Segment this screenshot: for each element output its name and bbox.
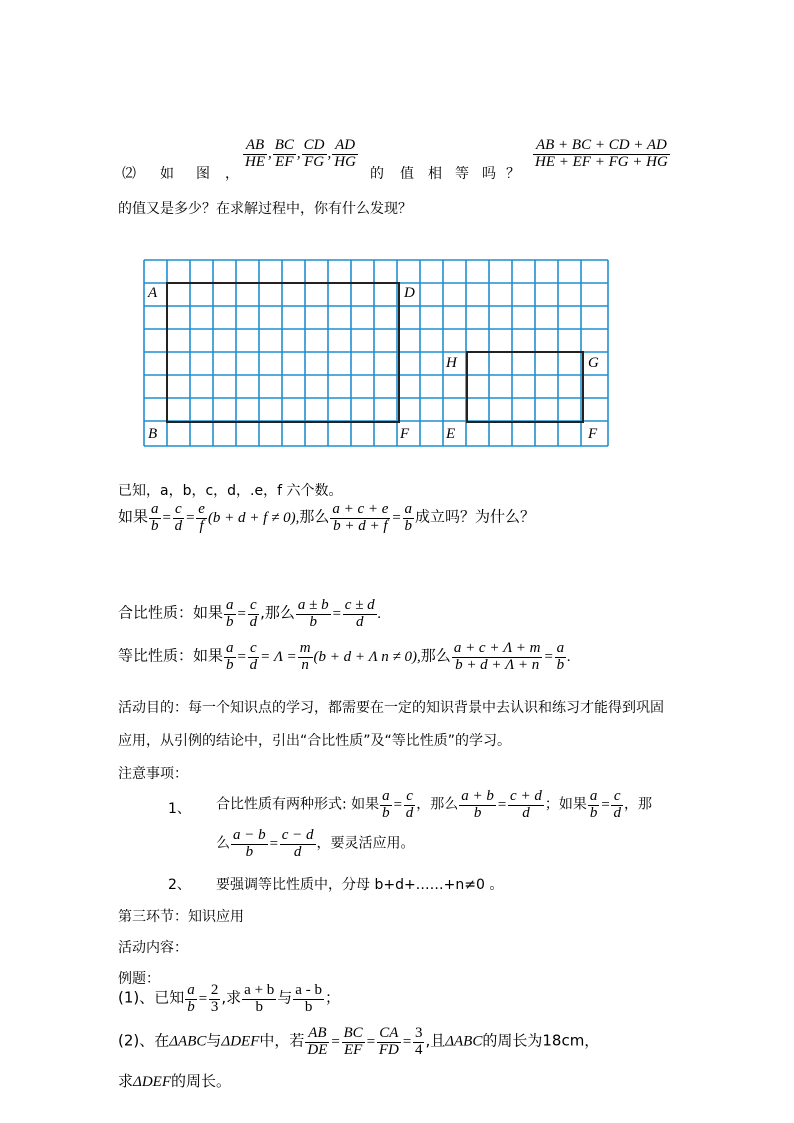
if-question: 如果 $\frac{a}{b}$ = $\frac{c}{d}$ = $\frac{e}{f}$ (b + d + f ≠ 0),那么 $\frac{a + c + e}{b + d + f}$ = $\frac{a}{b}$ 成立吗？为什么？ xyxy=(118,501,536,534)
q2-line2: 的值又是多少？在求解过程中，你有什么发现？ xyxy=(118,201,412,217)
label-B: B xyxy=(148,426,158,442)
example-2: (2)、在ΔABC与ΔDEF中，若 $\frac{AB}{DE}$ = $\frac{BC}{EF}$ = $\frac{CA}{FD}$ = $\frac{3}{4}$ ,且ΔABC的周长为18cm， xyxy=(118,1025,600,1058)
label-F: F xyxy=(400,426,410,442)
dengbi-property: 等比性质：如果 $\frac{a}{b}$ = $\frac{c}{d}$ = Λ = $\frac{m}{n}$ (b + d + Λ n ≠ 0),那么 $\frac{a + c + \Lambda + m}{b + d + \Lambda + n}$ = $\frac{a}{b}$ . xyxy=(118,640,571,673)
q2-qmark: ？ xyxy=(506,166,520,182)
q2-word: 吗 xyxy=(482,166,496,182)
example-2-line2: 求ΔDEF的周长。 xyxy=(118,1072,231,1090)
label-A: A xyxy=(148,285,158,301)
example-title: 例题： xyxy=(118,971,160,987)
note1-line1: 合比性质有两种形式: 如果 $\frac{a}{b}$ = $\frac{c}{d}$ ，那么 $\frac{a + b}{b}$ = $\frac{c + d}{d}$ ；如果 $\frac{a}{b}$ = $\frac{c}{d}$ ，那 xyxy=(216,788,652,821)
purpose-line2: 应用，从引例的结论中，引出“合比性质”及“等比性质”的学习。 xyxy=(118,733,512,749)
note2-number: 2、 xyxy=(168,877,191,893)
note1-number: 1、 xyxy=(168,801,191,817)
section3-title: 第三环节：知识应用 xyxy=(118,909,244,925)
rectangle-abfd xyxy=(166,282,400,423)
q2-word: 如 xyxy=(160,166,174,182)
label-H: H xyxy=(446,355,457,371)
q2-word: 图 xyxy=(196,166,210,182)
q2-word: 的 xyxy=(370,166,384,182)
grid-figure xyxy=(143,259,609,447)
activity-title: 活动内容： xyxy=(118,940,188,956)
rectangle-hefg xyxy=(466,351,584,423)
known-line: 已知，a，b，c，d，.e，f 六个数。 xyxy=(118,483,343,499)
notes-title: 注意事项： xyxy=(118,766,188,782)
label-D: D xyxy=(404,285,415,301)
q2-comma: ， xyxy=(225,166,239,182)
label-F: F xyxy=(588,426,598,442)
q2-bigfrac: $\frac{AB + BC + CD + AD}{HE + EF + FG + HG}$ xyxy=(535,137,668,170)
q2-fracs: $\frac{AB}{HE}$ , $\frac{BC}{EF}$ , $\frac{CD}{FG}$ , $\frac{AD}{HG}$ xyxy=(245,137,356,170)
q2-number: ⑵ xyxy=(122,166,136,182)
example-1: (1)、已知 $\frac{a}{b}$ = $\frac{2}{3}$ ,求 $\frac{a + b}{b}$ 与 $\frac{a - b}{b}$ ； xyxy=(118,982,340,1015)
note1-line2: 么 $\frac{a - b}{b}$ = $\frac{c - d}{d}$ ，要灵活应用。 xyxy=(216,827,415,860)
q2-word: 值 xyxy=(400,166,414,182)
label-G: G xyxy=(588,355,599,371)
q2-word: 等 xyxy=(455,166,469,182)
hebi-property: 合比性质：如果 $\frac{a}{b}$ = $\frac{c}{d}$ ,那么 $\frac{a \pm b}{b}$ = $\frac{c \pm d}{d}$ . xyxy=(118,597,382,630)
q2-word: 相 xyxy=(428,166,442,182)
purpose-line1: 活动目的：每一个知识点的学习，都需要在一定的知识背景中去认识和练习才能得到巩固 xyxy=(118,700,664,716)
label-E: E xyxy=(446,426,456,442)
note2-text: 要强调等比性质中，分母 b+d+……+n≠0 。 xyxy=(216,877,504,893)
